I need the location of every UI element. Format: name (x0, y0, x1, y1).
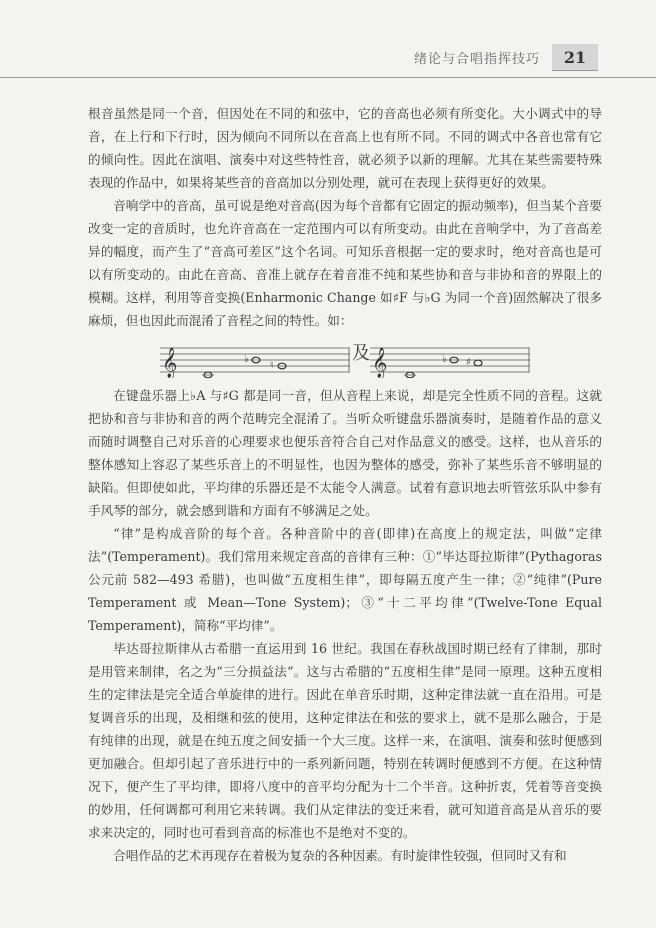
flat-sign-icon: ♭ (244, 354, 249, 365)
body-text (88, 102, 602, 867)
paragraph-1: 根音虽然是同一个音，但因处在不同的和弦中，它的音高也必须有所变化。大小调式中的导音，在上行和下行时，因为倾向不同所以在音高上也有所不同。不同的调式中各音也常有它的倾向性。因此在演唱、演奏中对这些特性音，就必须予以新的理解。尤其在某些需要特殊表现的作品中，如果将某些音的音高加以分别处理，就可在表现上获得更好的效果。 (88, 106, 602, 190)
music-example (88, 338, 602, 380)
paragraph-5: 毕达哥拉斯律从古希腊一直运用到 16 世纪。我国在春秋战国时期已经有了律制，那时是用管来制律，名之为“三分损益法”。这与古希腊的“五度相生律”是同一原理。这种五度相生的定律法是完全适合单旋律的进行。因此在单音乐时期，这种定律法就一直在沿用。可是复调音乐的出现，及相继和弦的使用，这种定律法在和弦的要求上，就不是那么融合，于是有纯律的出现，就是在纯五度之间安插一个大三度。这样一来，在演唱、演奏和弦时便感到更加融合。但却引起了音乐进行中的一系列新问题，特别在转调时便感到不方便。在这种情况下，便产生了平均律，即将八度中的音平均分配为十二个半音。这种折衷，凭着等音变换的妙用，任何调都可利用它来转调。我们从定律法的变迁来看，就可知道音高是从音乐的要求来决定的，同时也可看到音高的标准也不是绝对不变的。 (88, 641, 602, 840)
paragraph-4: “律”是构成音阶的每个音。各种音阶中的音(即律)在高度上的规定法，叫做“定律法”(Temperament)。我们常用来规定音高的音律有三种：①“毕达哥拉斯律”(Pythagoras 公元前 582—493 希腊)，也叫做“五度相生律”，即每隔五度产生一律；②“纯律”(Pure Temperament 或 Mean—Tone System)；③“十二平均律”(Twelve-Tone Equal Temperament)，简称“平均律”。 (88, 526, 602, 633)
music-connector: 及 (352, 343, 370, 364)
treble-clef-icon: 𝄞 (372, 348, 388, 378)
flat-sign-icon: ♭ (442, 354, 447, 365)
natural-sign-icon: ♮ (270, 360, 274, 371)
sharp-sign-icon: ♯ (466, 357, 471, 368)
music-staff-left (160, 342, 350, 378)
paragraph-3: 在键盘乐器上♭A 与♯G 都是同一音，但从音程上来说，却是完全性质不同的音程。这就把协和音与非协和音的两个范畴完全混淆了。当听众听键盘乐器演奏时，是随着作品的意义而随时调整自己对乐音的心理要求也便乐音符合自己对作品意义的感受。这样，也从音乐的整体感知上容忍了某些乐音上的不明显性，也因为整体的感受，弥补了某些乐音不够明显的缺陷。但即使如此，平均律的乐器还是不太能令人满意。试着有意识地去听管弦乐队中参有手风琴的部分，就会感到谐和方面有不够满足之处。 (88, 388, 602, 518)
paragraph-6: 合唱作品的艺术再现存在着极为复杂的各种因素。有时旋律性较强，但同时又有和 (113, 848, 567, 863)
paragraph-2: 音响学中的音高，虽可说是绝对音高(因为每个音都有它固定的振动频率)，但当某个音要改变一定的音质时，也允许音高在一定范围内可以有所变动。由此在音响学中，为了音高差异的幅度，而产生了“音高可差区”这个名词。可知乐音根据一定的要求时，绝对音高也是可以有所变动的。由此在音高、音准上就存在着音准不纯和某些协和音与非协和音的界限上的模糊。这样，利用等音变换(Enharmonic Change 如♯F 与♭G 为同一个音)固然解决了很多麻烦，但也因此而混淆了音程之间的特性。如： (88, 198, 602, 328)
treble-clef-icon: 𝄞 (162, 348, 178, 378)
running-title: 绪论与合唱指挥技巧 (413, 52, 540, 67)
header-rule (0, 77, 656, 78)
note-whole-icon (474, 360, 482, 366)
music-staff-right (370, 342, 530, 378)
page-number: 21 (552, 44, 598, 71)
page-header (0, 38, 656, 78)
